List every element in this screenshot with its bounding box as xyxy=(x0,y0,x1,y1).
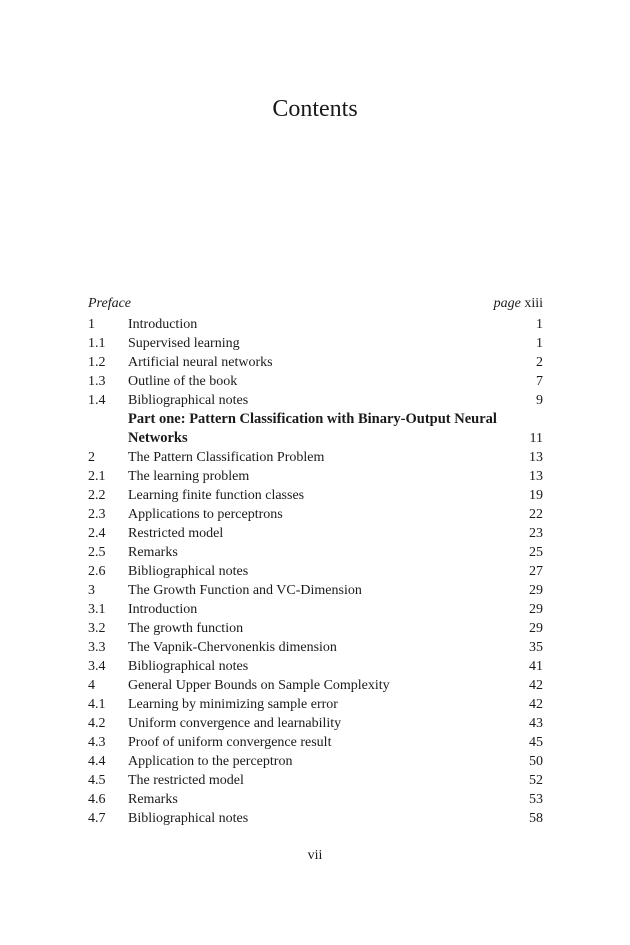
section-page: 27 xyxy=(529,564,543,579)
section-number: 4.6 xyxy=(88,792,106,807)
section-number: 2.5 xyxy=(88,545,106,560)
toc-entry[interactable] xyxy=(88,657,543,676)
section-number: 4.3 xyxy=(88,735,106,750)
section-page: 13 xyxy=(529,450,543,465)
section-title: Artificial neural networks xyxy=(128,355,273,370)
section-page: 29 xyxy=(529,583,543,598)
toc-entry[interactable] xyxy=(88,790,543,809)
page-title: Contents xyxy=(272,96,358,122)
toc-entry[interactable] xyxy=(88,752,543,771)
toc-entry[interactable] xyxy=(88,695,543,714)
section-title: Introduction xyxy=(128,602,198,617)
toc-entry[interactable] xyxy=(88,467,543,486)
section-page: 43 xyxy=(529,716,543,731)
section-page: 58 xyxy=(529,811,543,826)
preface-page xyxy=(494,296,543,312)
section-title: The restricted model xyxy=(128,773,244,788)
section-page: 42 xyxy=(529,678,543,693)
toc-entry[interactable] xyxy=(88,315,543,334)
toc-entry[interactable] xyxy=(88,809,543,828)
section-number: 3 xyxy=(88,583,95,598)
section-number: 2.4 xyxy=(88,526,106,541)
section-title: Remarks xyxy=(128,545,178,560)
section-number: 1.3 xyxy=(88,374,106,389)
section-title: Outline of the book xyxy=(128,374,238,389)
toc-entry[interactable] xyxy=(88,600,543,619)
section-title: Learning finite function classes xyxy=(128,488,305,503)
toc-entry[interactable] xyxy=(88,543,543,562)
toc-entry[interactable] xyxy=(88,353,543,372)
section-title: Bibliographical notes xyxy=(128,564,249,579)
section-title: Restricted model xyxy=(128,526,224,541)
section-page: 53 xyxy=(529,792,543,807)
section-page: 50 xyxy=(529,754,543,769)
page-number: vii xyxy=(307,848,323,863)
section-title: The growth function xyxy=(128,621,244,636)
section-title: Uniform convergence and learnability xyxy=(128,716,342,731)
toc-entry[interactable] xyxy=(88,714,543,733)
toc-entry[interactable] xyxy=(88,448,543,467)
section-title: Proof of uniform convergence result xyxy=(128,735,332,750)
toc-entry[interactable] xyxy=(88,638,543,657)
section-title: Remarks xyxy=(128,792,178,807)
section-page: 29 xyxy=(529,602,543,617)
section-page: 23 xyxy=(529,526,543,541)
section-title: Bibliographical notes xyxy=(128,659,249,674)
section-number: 4.1 xyxy=(88,697,106,712)
section-title: The Vapnik-Chervonenkis dimension xyxy=(128,640,337,655)
section-page: 13 xyxy=(529,469,543,484)
section-title: Application to the perceptron xyxy=(128,754,293,769)
section-title: The Pattern Classification Problem xyxy=(128,450,325,465)
toc-entry[interactable] xyxy=(88,334,543,353)
section-page: 42 xyxy=(529,697,543,712)
section-number: 3.4 xyxy=(88,659,106,674)
section-page: 1 xyxy=(536,336,543,351)
section-number: 2.2 xyxy=(88,488,106,503)
section-number: 4 xyxy=(88,678,95,693)
preface-label: Preface xyxy=(88,296,132,311)
toc-entry[interactable] xyxy=(88,676,543,695)
section-title: Supervised learning xyxy=(128,336,240,351)
section-title: Introduction xyxy=(128,317,198,332)
part-title: Part one: Pattern Classification with Binary-Output Neural Networks xyxy=(128,411,497,446)
toc-entry[interactable] xyxy=(88,581,543,600)
section-number: 4.5 xyxy=(88,773,106,788)
section-title: The learning problem xyxy=(128,469,250,484)
section-page: 29 xyxy=(529,621,543,636)
section-number: 3.2 xyxy=(88,621,106,636)
toc-entry[interactable] xyxy=(88,505,543,524)
section-page: 1 xyxy=(536,317,543,332)
section-title: The Growth Function and VC-Dimension xyxy=(128,583,362,598)
section-number: 1 xyxy=(88,317,95,332)
section-title: Learning by minimizing sample error xyxy=(128,697,338,712)
toc-entry[interactable] xyxy=(88,619,543,638)
page-word: page xyxy=(493,296,521,311)
section-number: 4.4 xyxy=(88,754,106,769)
toc-entry[interactable] xyxy=(88,372,543,391)
section-page: 45 xyxy=(529,735,543,750)
toc-entry[interactable] xyxy=(88,391,543,410)
section-page: 2 xyxy=(536,355,543,370)
section-page: 7 xyxy=(536,374,543,389)
toc-entry[interactable] xyxy=(88,733,543,752)
preface-page-number: xiii xyxy=(524,296,543,311)
section-page: 25 xyxy=(529,545,543,560)
section-title: Applications to perceptrons xyxy=(128,507,283,522)
section-page: 9 xyxy=(536,393,543,408)
section-number: 2.3 xyxy=(88,507,106,522)
section-number: 3.1 xyxy=(88,602,106,617)
section-number: 2.1 xyxy=(88,469,106,484)
toc-entry-preface[interactable] xyxy=(88,296,543,315)
section-page: 19 xyxy=(529,488,543,503)
section-number: 1.2 xyxy=(88,355,106,370)
section-number: 1.1 xyxy=(88,336,106,351)
section-title: Bibliographical notes xyxy=(128,811,249,826)
toc-entry[interactable] xyxy=(88,524,543,543)
section-number: 3.3 xyxy=(88,640,106,655)
section-number: 2.6 xyxy=(88,564,106,579)
section-page: 41 xyxy=(529,659,543,674)
section-number: 4.2 xyxy=(88,716,106,731)
section-title: General Upper Bounds on Sample Complexity xyxy=(128,678,390,693)
table-of-contents xyxy=(88,315,543,828)
section-page: 35 xyxy=(529,640,543,655)
toc-entry[interactable] xyxy=(88,771,543,790)
section-title: Bibliographical notes xyxy=(128,393,249,408)
section-number: 1.4 xyxy=(88,393,106,408)
section-number: 4.7 xyxy=(88,811,106,826)
section-page: 22 xyxy=(529,507,543,522)
section-number: 2 xyxy=(88,450,95,465)
section-page: 52 xyxy=(529,773,543,788)
section-page: 11 xyxy=(529,431,543,446)
toc-entry[interactable] xyxy=(88,562,543,581)
toc-part-heading[interactable] xyxy=(88,410,543,448)
toc-entry[interactable] xyxy=(88,486,543,505)
